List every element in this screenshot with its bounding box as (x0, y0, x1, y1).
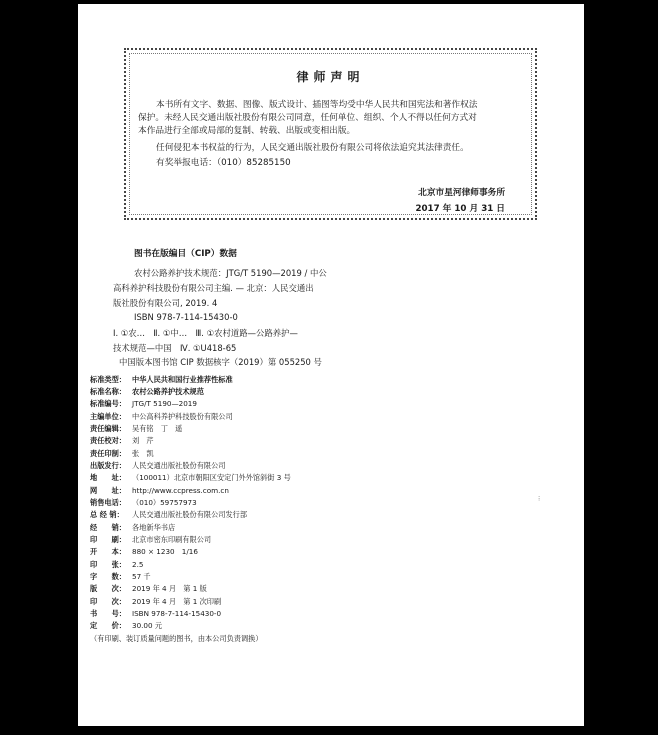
info-label: 地 址： (90, 473, 126, 482)
info-value: （100011）北京市朝阳区安定门外外馆斜街 3 号 (132, 473, 291, 482)
info-row (90, 375, 233, 387)
info-value: ISBN 978-7-114-15430-0 (132, 609, 222, 618)
info-row (90, 523, 175, 535)
info-value: 57 千 (132, 572, 151, 581)
info-label: 印 张： (90, 560, 126, 569)
info-value: 中华人民共和国行业推荐性标准 (132, 375, 233, 384)
info-label: 开 本： (90, 547, 126, 556)
info-label: 印 次： (90, 597, 126, 606)
info-value: 各地新华书店 (132, 523, 176, 532)
info-value: 刘 芹 (132, 436, 154, 445)
info-row (90, 486, 229, 498)
info-row (90, 547, 198, 559)
info-row (90, 535, 211, 547)
notice-date: 2017 年 10 月 31 日 (415, 204, 505, 214)
info-label: 总 经 销： (90, 510, 124, 519)
cip-line: 中国版本图书馆 CIP 数据核字（2019）第 055250 号 (119, 357, 322, 367)
info-label: 经 销： (90, 523, 126, 532)
info-label: 标准编号： (90, 399, 126, 408)
info-label: 主编单位： (90, 412, 126, 421)
cip-line: ISBN 978-7-114-15430-0 (134, 312, 238, 322)
info-row (90, 597, 221, 609)
cip-title: 图书在版编目（CIP）数据 (134, 249, 237, 259)
info-value: 北京市密东印刷有限公司 (132, 535, 212, 544)
cip-line: 农村公路养护技术规范：JTG/T 5190—2019 / 中公 (134, 268, 327, 278)
info-label: 责任编辑： (90, 424, 126, 433)
info-value: 张 凯 (132, 449, 154, 458)
info-value: 2019 年 4 月 第 1 次印刷 (132, 597, 222, 606)
info-label: 销售电话： (90, 498, 126, 507)
info-row (90, 498, 197, 510)
info-row (90, 461, 225, 473)
info-value: 吴有铭 丁 遥 (132, 424, 183, 433)
notice-title: 律师声明 (296, 70, 365, 84)
notice-paragraph-2: 保护。未经人民交通出版社股份有限公司同意，任何单位、组织、个人不得以任何方式对 (138, 113, 477, 123)
notice-paragraph-3: 本作品进行全部或局部的复制、转载、出版或变相出版。 (138, 126, 356, 136)
notice-paragraph-4: 任何侵犯本书权益的行为，人民交通出版社股份有限公司将依法追究其法律责任。 (156, 143, 469, 153)
info-label: 版 次： (90, 584, 126, 593)
info-label: 网 址： (90, 486, 126, 495)
info-value: 农村公路养护技术规范 (132, 387, 204, 396)
info-value: http://www.ccpress.com.cn (132, 486, 229, 495)
info-row (90, 609, 221, 621)
info-row (90, 584, 207, 596)
info-label: 标准名称： (90, 387, 126, 396)
info-value: 人民交通出版社股份有限公司 (132, 461, 226, 470)
info-label: 责任校对： (90, 436, 126, 445)
cip-line: Ⅰ. ①农… Ⅱ. ①中… Ⅲ. ①农村道路—公路养护— (113, 328, 298, 338)
info-label: 出版发行： (90, 461, 126, 470)
info-value: 880 × 1230 1/16 (132, 547, 198, 556)
document-page (78, 4, 584, 726)
info-row (90, 387, 204, 399)
margin-mark-icon: ⁝ (538, 495, 541, 503)
lawyer-notice-box (124, 48, 537, 220)
law-firm-name: 北京市星河律师事务所 (418, 188, 505, 198)
info-value: 2.5 (132, 560, 144, 569)
info-row (90, 572, 151, 584)
info-label: 定 价： (90, 621, 126, 630)
info-label: 字 数： (90, 572, 126, 581)
notice-paragraph-5: 有奖举报电话：（010）85285150 (156, 158, 291, 168)
info-value: 2019 年 4 月 第 1 版 (132, 584, 207, 593)
info-row (90, 412, 233, 424)
info-label: 责任印制： (90, 449, 126, 458)
info-row (90, 560, 143, 572)
cip-line: 版社股份有限公司, 2019. 4 (113, 298, 218, 308)
info-value: JTG/T 5190—2019 (132, 399, 197, 408)
info-value: 人民交通出版社股份有限公司发行部 (132, 510, 248, 519)
info-label: 书 号： (90, 609, 126, 618)
cip-line: 技术规范—中国 Ⅳ. ①U418-65 (113, 343, 237, 353)
info-label: 标准类型： (90, 375, 126, 384)
cip-line: 高科养护科技股份有限公司主编. — 北京：人民交通出 (113, 283, 314, 293)
info-value: （010）59757973 (132, 498, 197, 507)
info-value: 30.00 元 (132, 621, 163, 630)
info-row (90, 436, 154, 448)
info-row (90, 449, 154, 461)
info-value: 中公高科养护科技股份有限公司 (132, 412, 233, 421)
info-row (90, 424, 182, 436)
footer-note: （有印刷、装订质量问题的图书，由本公司负责调换） (90, 634, 263, 643)
notice-paragraph-1: 本书所有文字、数据、图像、版式设计、插图等均受中华人民共和国宪法和著作权法 (156, 100, 478, 110)
info-row (90, 399, 197, 411)
info-row (90, 621, 162, 633)
info-row (90, 473, 291, 485)
info-row (90, 510, 247, 522)
info-label: 印 刷： (90, 535, 126, 544)
